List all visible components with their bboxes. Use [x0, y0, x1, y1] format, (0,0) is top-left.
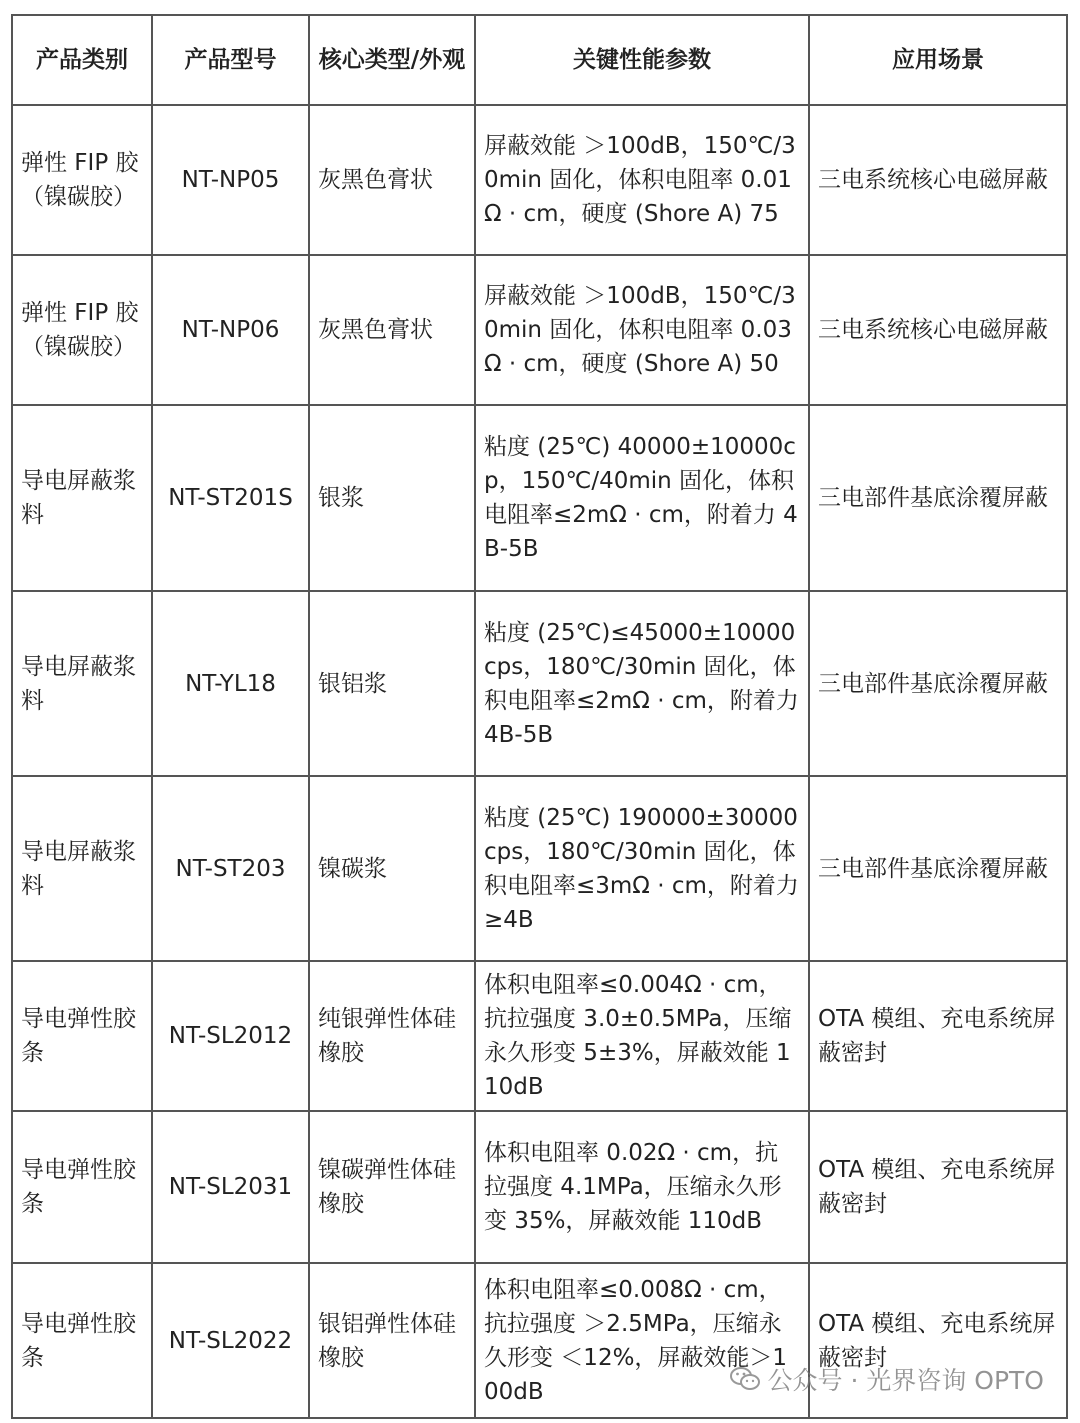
wechat-icon [730, 1366, 760, 1392]
cell-category: 导电弹性胶条 [12, 1263, 152, 1418]
cell-category: 弹性 FIP 胶（镍碳胶） [12, 255, 152, 405]
cell-model: NT-YL18 [152, 591, 309, 776]
cell-type: 纯银弹性体硅橡胶 [309, 961, 475, 1111]
cell-application: 三电系统核心电磁屏蔽 [809, 255, 1067, 405]
cell-params: 粘度 (25℃)≤45000±10000cps，180℃/30min 固化，体积电阻率≤2mΩ · cm，附着力 4B-5B [475, 591, 809, 776]
table-row [12, 776, 1067, 961]
cell-application: 三电部件基底涂覆屏蔽 [809, 776, 1067, 961]
cell-model: NT-SL2022 [152, 1263, 309, 1418]
watermark [730, 1361, 1045, 1397]
cell-category: 导电弹性胶条 [12, 1111, 152, 1263]
cell-type: 银铝弹性体硅橡胶 [309, 1263, 475, 1418]
table-row [12, 961, 1067, 1111]
cell-model: NT-ST203 [152, 776, 309, 961]
watermark-text: 公众号 · 光界咨询 OPTO [767, 1366, 1044, 1395]
product-spec-table [11, 14, 1068, 1419]
cell-params: 粘度 (25℃) 40000±10000cp，150℃/40min 固化，体积电阻率≤2mΩ · cm，附着力 4B-5B [475, 405, 809, 591]
table-row [12, 591, 1067, 776]
header-type: 核心类型/外观 [309, 15, 475, 105]
cell-application: 三电部件基底涂覆屏蔽 [809, 405, 1067, 591]
cell-params: 体积电阻率≤0.004Ω · cm，抗拉强度 3.0±0.5MPa，压缩永久形变 5±3%，屏蔽效能 110dB [475, 961, 809, 1111]
header-params: 关键性能参数 [475, 15, 809, 105]
cell-application: OTA 模组、充电系统屏蔽密封 [809, 1111, 1067, 1263]
cell-model: NT-SL2031 [152, 1111, 309, 1263]
table-body [12, 105, 1067, 1418]
cell-model: NT-SL2012 [152, 961, 309, 1111]
header-model: 产品型号 [152, 15, 309, 105]
cell-category: 导电屏蔽浆料 [12, 776, 152, 961]
header-category: 产品类别 [12, 15, 152, 105]
cell-category: 弹性 FIP 胶（镍碳胶） [12, 105, 152, 255]
cell-type: 镍碳浆 [309, 776, 475, 961]
cell-type: 镍碳弹性体硅橡胶 [309, 1111, 475, 1263]
cell-params: 粘度 (25℃) 190000±30000cps，180℃/30min 固化，体积电阻率≤3mΩ · cm，附着力 ≥4B [475, 776, 809, 961]
cell-application: OTA 模组、充电系统屏蔽密封 [809, 1263, 1067, 1418]
table-row [12, 405, 1067, 591]
cell-type: 银铝浆 [309, 591, 475, 776]
cell-application: 三电部件基底涂覆屏蔽 [809, 591, 1067, 776]
cell-type: 灰黑色膏状 [309, 255, 475, 405]
cell-type: 银浆 [309, 405, 475, 591]
header-application: 应用场景 [809, 15, 1067, 105]
cell-params: 屏蔽效能 ＞100dB，150℃/30min 固化，体积电阻率 0.03Ω · cm，硬度 (Shore A) 50 [475, 255, 809, 405]
cell-params: 体积电阻率 0.02Ω · cm，抗拉强度 4.1MPa，压缩永久形变 35%，屏蔽效能 110dB [475, 1111, 809, 1263]
table-row [12, 255, 1067, 405]
cell-params: 屏蔽效能 ＞100dB，150℃/30min 固化，体积电阻率 0.01Ω · cm，硬度 (Shore A) 75 [475, 105, 809, 255]
cell-application: OTA 模组、充电系统屏蔽密封 [809, 961, 1067, 1111]
cell-model: NT-NP05 [152, 105, 309, 255]
cell-application: 三电系统核心电磁屏蔽 [809, 105, 1067, 255]
table-row [12, 105, 1067, 255]
table-header-row [12, 15, 1067, 105]
cell-model: NT-ST201S [152, 405, 309, 591]
cell-model: NT-NP06 [152, 255, 309, 405]
cell-category: 导电屏蔽浆料 [12, 591, 152, 776]
cell-params: 体积电阻率≤0.008Ω · cm，抗拉强度 ＞2.5MPa，压缩永久形变 ＜12%，屏蔽效能＞100dB [475, 1263, 809, 1418]
cell-category: 导电弹性胶条 [12, 961, 152, 1111]
cell-category: 导电屏蔽浆料 [12, 405, 152, 591]
table-row [12, 1111, 1067, 1263]
cell-type: 灰黑色膏状 [309, 105, 475, 255]
